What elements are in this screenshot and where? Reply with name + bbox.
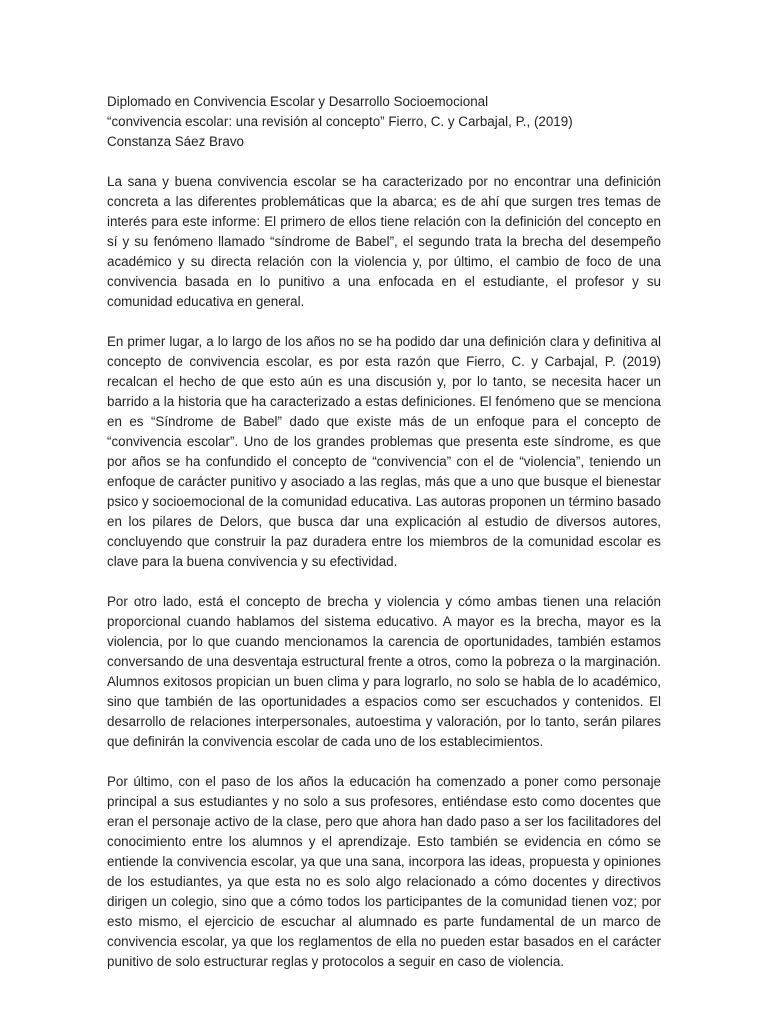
- paragraph-conclusion: Por último, con el paso de los años la educación ha comenzado a poner como personaje principal a sus estudiantes y no solo a sus profesores, entiéndase esto como docentes que eran el personaje activo de la clase, pero que ahora han dado paso a ser los facilitadores del conocimiento entre los alumnos y el aprendizaje. Esto también se evidencia en cómo se entiende la convivencia escolar, ya que una sana, incorpora las ideas, propuesta y opiniones de los estudiantes, ya que esta no es solo algo relacionado a cómo docentes y directivos dirigen un colegio, sino que a cómo todos los participantes de la comunidad tienen voz; por esto mismo, el ejercicio de escuchar al alumnado es parte fundamental de un marco de convivencia escolar, ya que los reglamentos de ella no pueden estar basados en el carácter punitivo de solo estructurar reglas y protocolos a seguir en caso de violencia.: [107, 774, 661, 969]
- author-name: Constanza Sáez Bravo: [107, 134, 244, 149]
- paragraph-definition: En primer lugar, a lo largo de los años no se ha podido dar una definición clara y definitiva al concepto de convivencia escolar, es por esta razón que Fierro, C. y Carbajal, P. (2019) recalcan el hecho de que esto aún es una discusión y, por lo tanto, se necesita hacer un barrido a la historia que ha caracterizado a estas definiciones. El fenómeno que se menciona en es “Síndrome de Babel” dado que existe más de un enfoque para el concepto de “convivencia escolar”. Uno de los grandes problemas que presenta este síndrome, es que por años se ha confundido el concepto de “convivencia” con el de “violencia”, teniendo un enfoque de carácter punitivo y asociado a las reglas, más que a uno que busque el bienestar psico y socioemocional de la comunidad educativa. Las autoras proponen un término basado en los pilares de Delors, que busca dar una explicación al estudio de diversos autores, concluyendo que construir la paz duradera entre los miembros de la comunidad escolar es clave para la buena convivencia y su efectividad.: [107, 334, 661, 569]
- document-page: [107, 92, 661, 972]
- document-header: [107, 92, 661, 152]
- course-title: Diplomado en Convivencia Escolar y Desarrollo Socioemocional: [107, 94, 489, 109]
- reading-reference: “convivencia escolar: una revisión al concepto” Fierro, C. y Carbajal, P., (2019): [107, 114, 573, 129]
- paragraph-intro: La sana y buena convivencia escolar se ha caracterizado por no encontrar una definición concreta a las diferentes problemáticas que la abarca; es de ahí que surgen tres temas de interés para este informe: El primero de ellos tiene relación con la definición del concepto en sí y su fenómeno llamado “síndrome de Babel”, el segundo trata la brecha del desempeño académico y su directa relación con la violencia y, por último, el cambio de foco de una convivencia basada en lo punitivo a una enfocada en el estudiante, el profesor y su comunidad educativa en general.: [107, 174, 661, 309]
- paragraph-brecha: Por otro lado, está el concepto de brecha y violencia y cómo ambas tienen una relación proporcional cuando hablamos del sistema educativo. A mayor es la brecha, mayor es la violencia, por lo que cuando mencionamos la carencia de oportunidades, también estamos conversando de una desventaja estructural frente a otros, como la pobreza o la marginación. Alumnos exitosos propician un buen clima y para lograrlo, no solo se habla de lo académico, sino que también de las oportunidades a espacios como ser escuchados y contenidos. El desarrollo de relaciones interpersonales, autoestima y valoración, por lo tanto, serán pilares que definirán la convivencia escolar de cada uno de los establecimientos.: [107, 594, 661, 749]
